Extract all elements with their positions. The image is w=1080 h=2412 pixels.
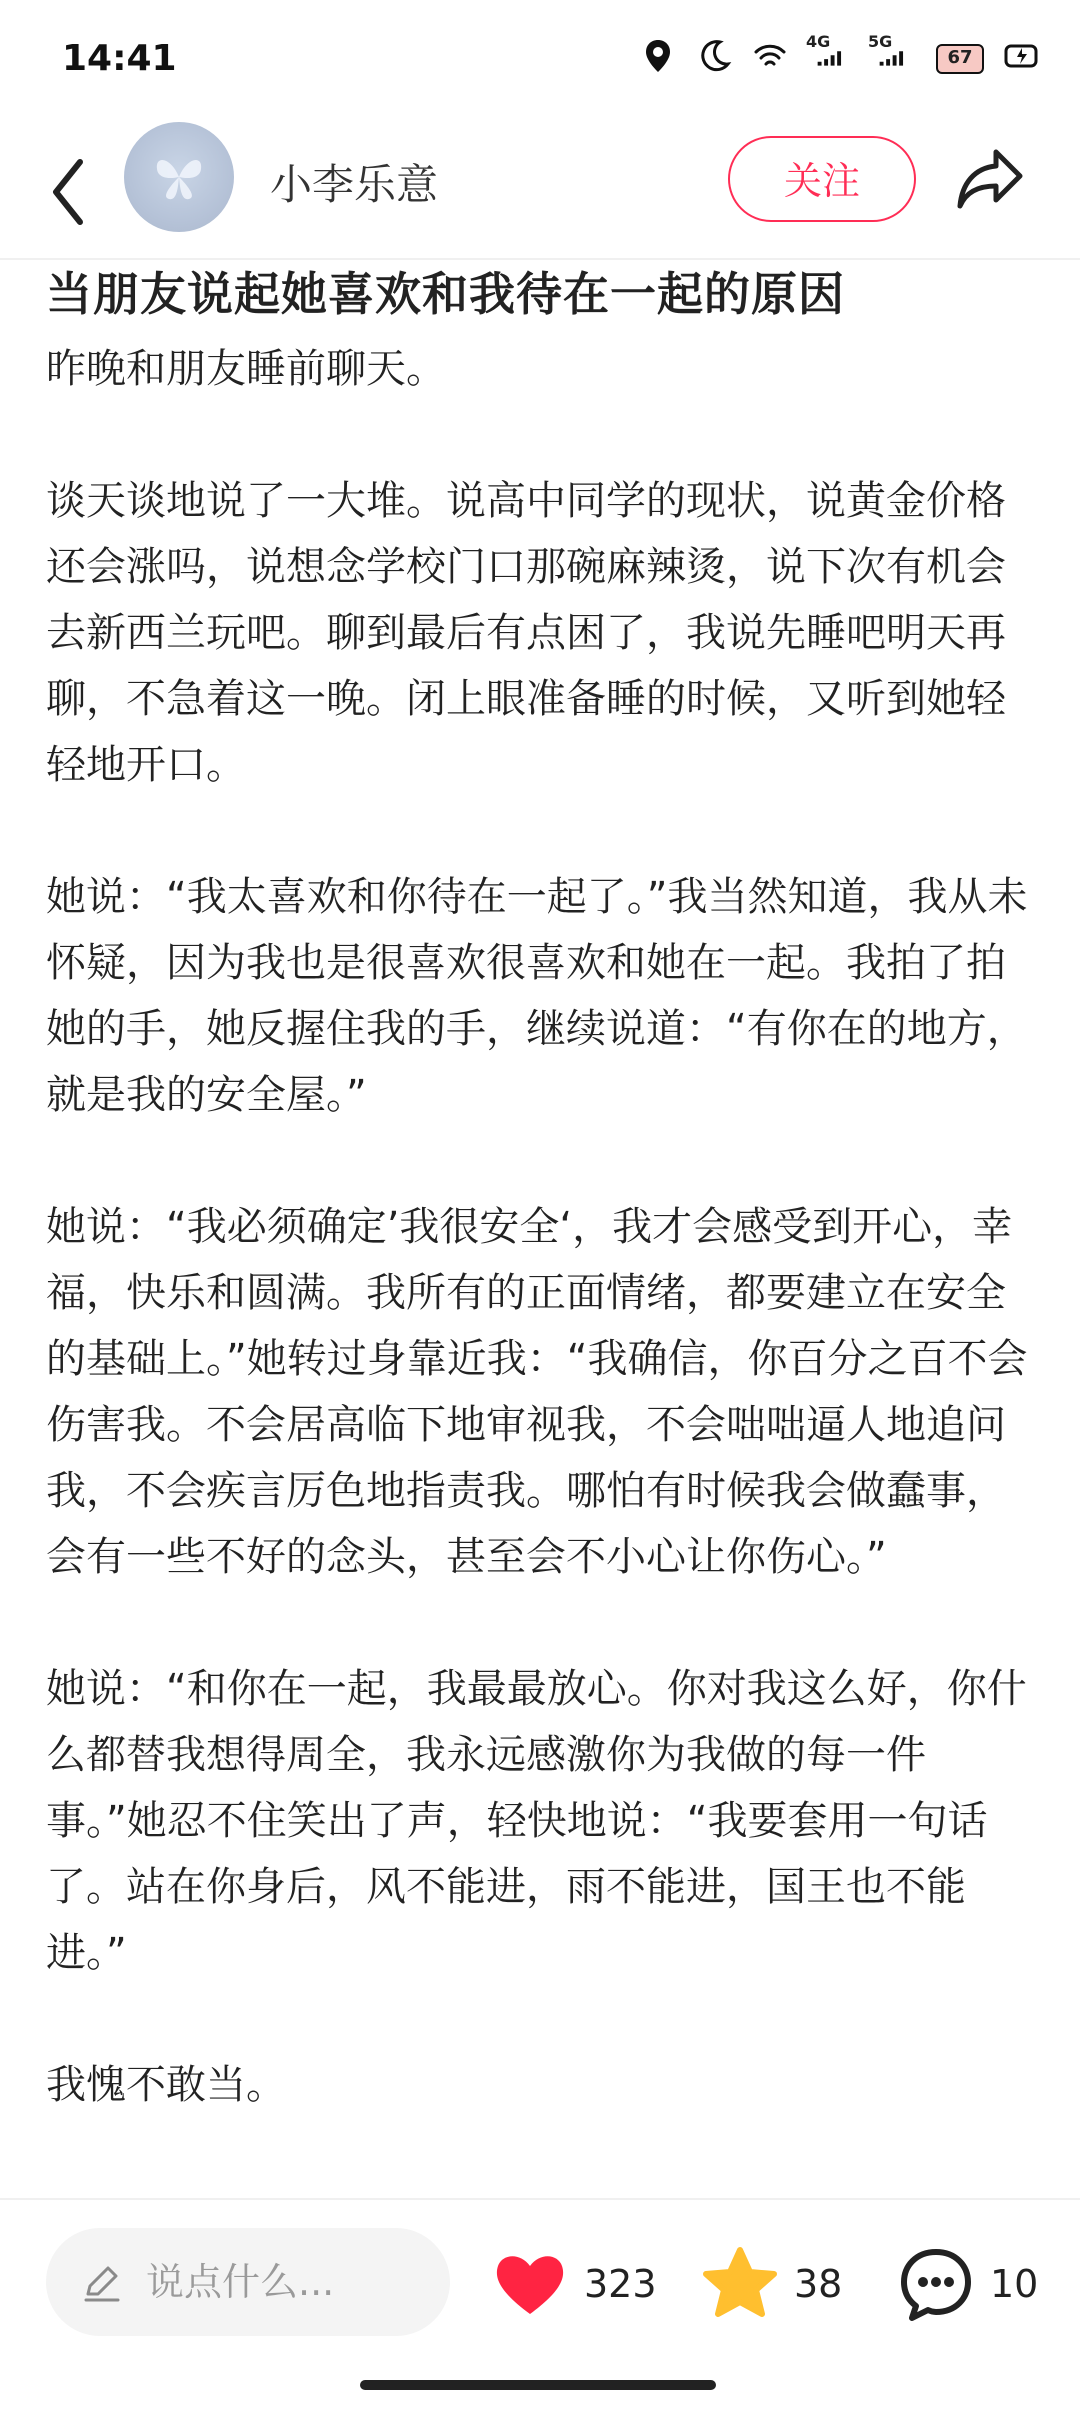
heart-icon <box>490 2244 570 2324</box>
post-body <box>46 336 1036 2184</box>
location-icon <box>638 36 678 76</box>
comment-bubble-icon <box>896 2244 976 2324</box>
status-time: 14:41 <box>62 38 177 79</box>
star-icon <box>700 2244 780 2324</box>
comment-button[interactable] <box>896 2244 1038 2324</box>
paragraph: 她说：“我必须确定’我很安全‘，我才会感受到开心，幸福，快乐和圆满。我所有的正面情绪，都要建立在安全的基础上。”她转过身靠近我：“我确信，你百分之百不会伤害我。不会居高临下地审视我，不会咄咄逼人地追问我，不会疾言厉色地指责我。哪怕有时候我会做蠢事，会有一些不好的念头，甚至会不小心让你伤心。” <box>46 1204 1028 1580</box>
chevron-left-icon <box>40 152 100 232</box>
home-indicator[interactable] <box>360 2380 716 2390</box>
paragraph: 我愧不敢当。 <box>46 2062 286 2108</box>
status-bar <box>0 0 1080 120</box>
star-count: 38 <box>794 2262 843 2306</box>
avatar[interactable] <box>124 122 234 232</box>
star-button[interactable] <box>700 2244 842 2324</box>
status-icons <box>638 32 1042 76</box>
share-icon <box>954 146 1026 212</box>
paragraph: 谈天谈地说了一大堆。说高中同学的现状，说黄金价格还会涨吗，说想念学校门口那碗麻辣烫，说下次有机会去新西兰玩吧。聊到最后有点困了，我说先睡吧明天再聊，不急着这一晚。闭上眼准备睡的时候，又听到她轻轻地开口。 <box>46 478 1006 788</box>
share-button[interactable] <box>954 146 1026 212</box>
back-button[interactable] <box>40 152 100 232</box>
paragraph: 她说：“我太喜欢和你待在一起了。”我当然知道，我从未怀疑，因为我也是很喜欢很喜欢和她在一起。我拍了拍她的手，她反握住我的手，继续说道：“有你在的地方，就是我的安全屋。” <box>46 874 1028 1118</box>
network-4g-icon: 4G <box>806 36 852 76</box>
like-button[interactable] <box>490 2244 657 2324</box>
pencil-icon <box>80 2260 124 2304</box>
moon-icon <box>694 36 734 76</box>
butterfly-icon <box>149 147 209 207</box>
comment-box[interactable] <box>46 2228 450 2336</box>
battery-icon: 67 <box>930 38 986 74</box>
comment-input[interactable] <box>144 2259 448 2305</box>
paragraph: 她说：“和你在一起，我最最放心。你对我这么好，你什么都替我想得周全，我永远感激你为我做的每一件事。”她忍不住笑出了声，轻快地说：“我要套用一句话了。站在你身后，风不能进，雨不能进，国王也不能进。” <box>46 1666 1027 1976</box>
paragraph: 昨晚和朋友睡前聊天。 <box>46 346 446 392</box>
post-title: 当朋友说起她喜欢和我待在一起的原因 <box>46 267 845 321</box>
author-name[interactable]: 小李乐意 <box>270 160 439 209</box>
like-count: 323 <box>584 2262 657 2306</box>
network-5g-icon: 5G <box>868 36 914 76</box>
wifi-icon <box>750 36 790 76</box>
follow-button[interactable]: 关注 <box>728 136 916 222</box>
comment-count: 10 <box>990 2262 1039 2306</box>
charging-icon <box>1002 36 1042 76</box>
